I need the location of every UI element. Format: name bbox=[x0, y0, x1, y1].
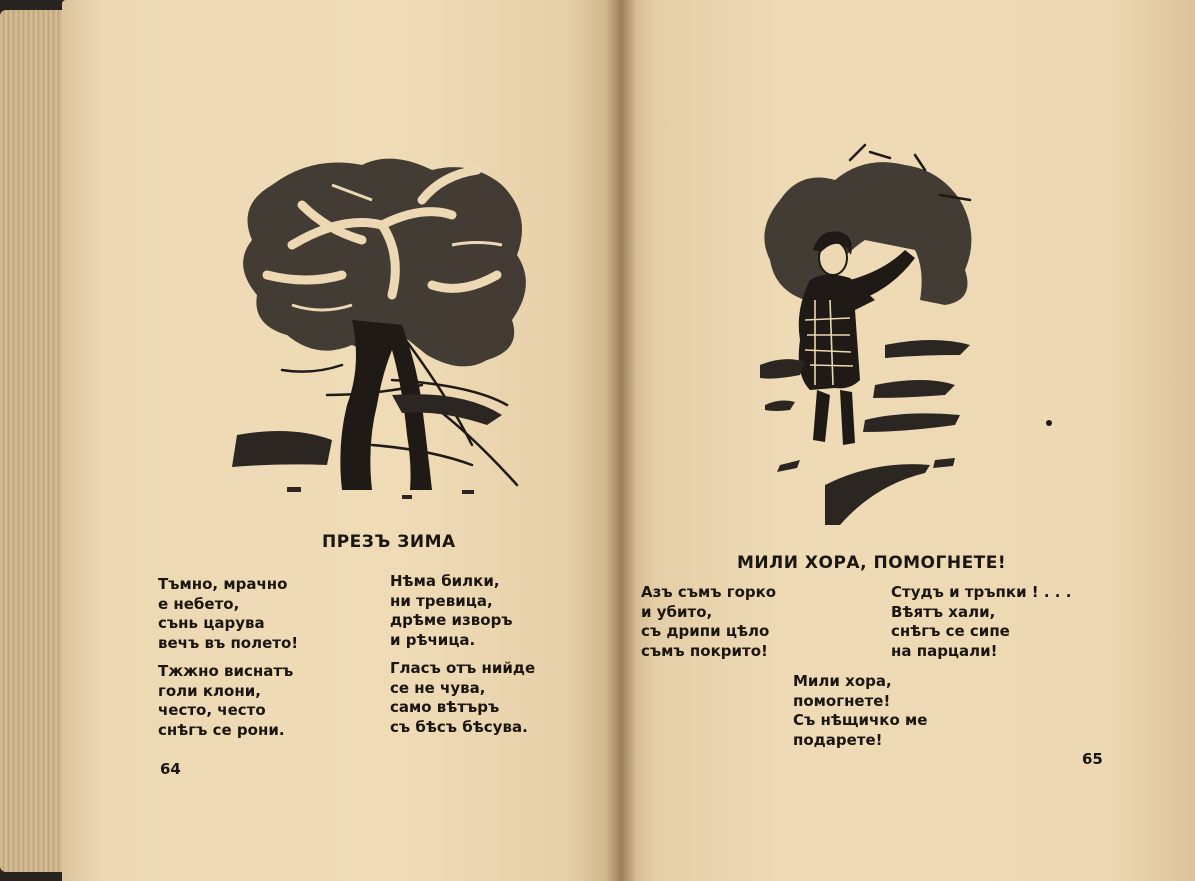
left-page-number: 64 bbox=[160, 760, 181, 778]
verse-line: сънь царува bbox=[158, 614, 265, 632]
verse-line: само вѣтъръ bbox=[390, 698, 500, 716]
verse-line: съ бѣсъ бѣсува. bbox=[390, 717, 528, 736]
ink-spot bbox=[1046, 420, 1052, 426]
verse-line: често, често bbox=[158, 701, 266, 719]
verse-line: дрѣме изворъ bbox=[390, 611, 513, 629]
verse-line: е небето, bbox=[158, 594, 240, 613]
verse-line: Студъ и тръпки ! . . . bbox=[891, 583, 1072, 601]
left-stanza-3 bbox=[158, 662, 293, 740]
verse-line: съ дрипи цѣло bbox=[641, 622, 770, 640]
verse-line: подарете! bbox=[793, 730, 883, 749]
verse-line: се не чува, bbox=[390, 678, 486, 697]
verse-line: снѣгъ се рони. bbox=[158, 720, 285, 739]
book-gutter bbox=[606, 0, 636, 881]
verse-line: и убито, bbox=[641, 602, 713, 621]
verse-line: Вѣятъ хали, bbox=[891, 602, 996, 621]
verse-line: Азъ съмъ горко bbox=[641, 583, 777, 601]
verse-line: голи клони, bbox=[158, 681, 261, 700]
verse-line: снѣгъ се сипе bbox=[891, 622, 1010, 640]
right-stanza-2 bbox=[891, 583, 1071, 661]
verse-line: Съ нѣщичко ме bbox=[793, 711, 928, 729]
right-page-title: МИЛИ ХОРА, ПОМОГНЕТЕ! bbox=[737, 553, 1007, 573]
right-stanza-1 bbox=[641, 583, 776, 661]
winter-tree-illustration bbox=[232, 145, 542, 505]
verse-line: вечъ въ полето! bbox=[158, 633, 299, 652]
child-in-snow-illustration bbox=[755, 140, 985, 530]
verse-line: съмъ покрито! bbox=[641, 641, 768, 660]
verse-line: Тъмно, мрачно bbox=[158, 575, 288, 593]
verse-line: и рѣчица. bbox=[390, 630, 476, 649]
verse-line: ни тревица, bbox=[390, 591, 493, 610]
verse-line: Мили хора, bbox=[793, 672, 892, 690]
verse-line: Нѣма билки, bbox=[390, 572, 500, 590]
verse-line: Гласъ отъ нийде bbox=[390, 659, 536, 677]
left-page-title: ПРЕЗЪ ЗИМА bbox=[322, 532, 456, 552]
left-stanza-1 bbox=[158, 575, 298, 653]
verse-line: Тжжно виснатъ bbox=[158, 662, 294, 680]
verse-line: на парцали! bbox=[891, 641, 998, 660]
left-stanza-2 bbox=[390, 572, 513, 650]
verse-line: помогнете! bbox=[793, 691, 891, 710]
left-stanza-4 bbox=[390, 659, 535, 737]
right-stanza-3 bbox=[793, 672, 927, 750]
right-page-number: 65 bbox=[1082, 750, 1103, 768]
